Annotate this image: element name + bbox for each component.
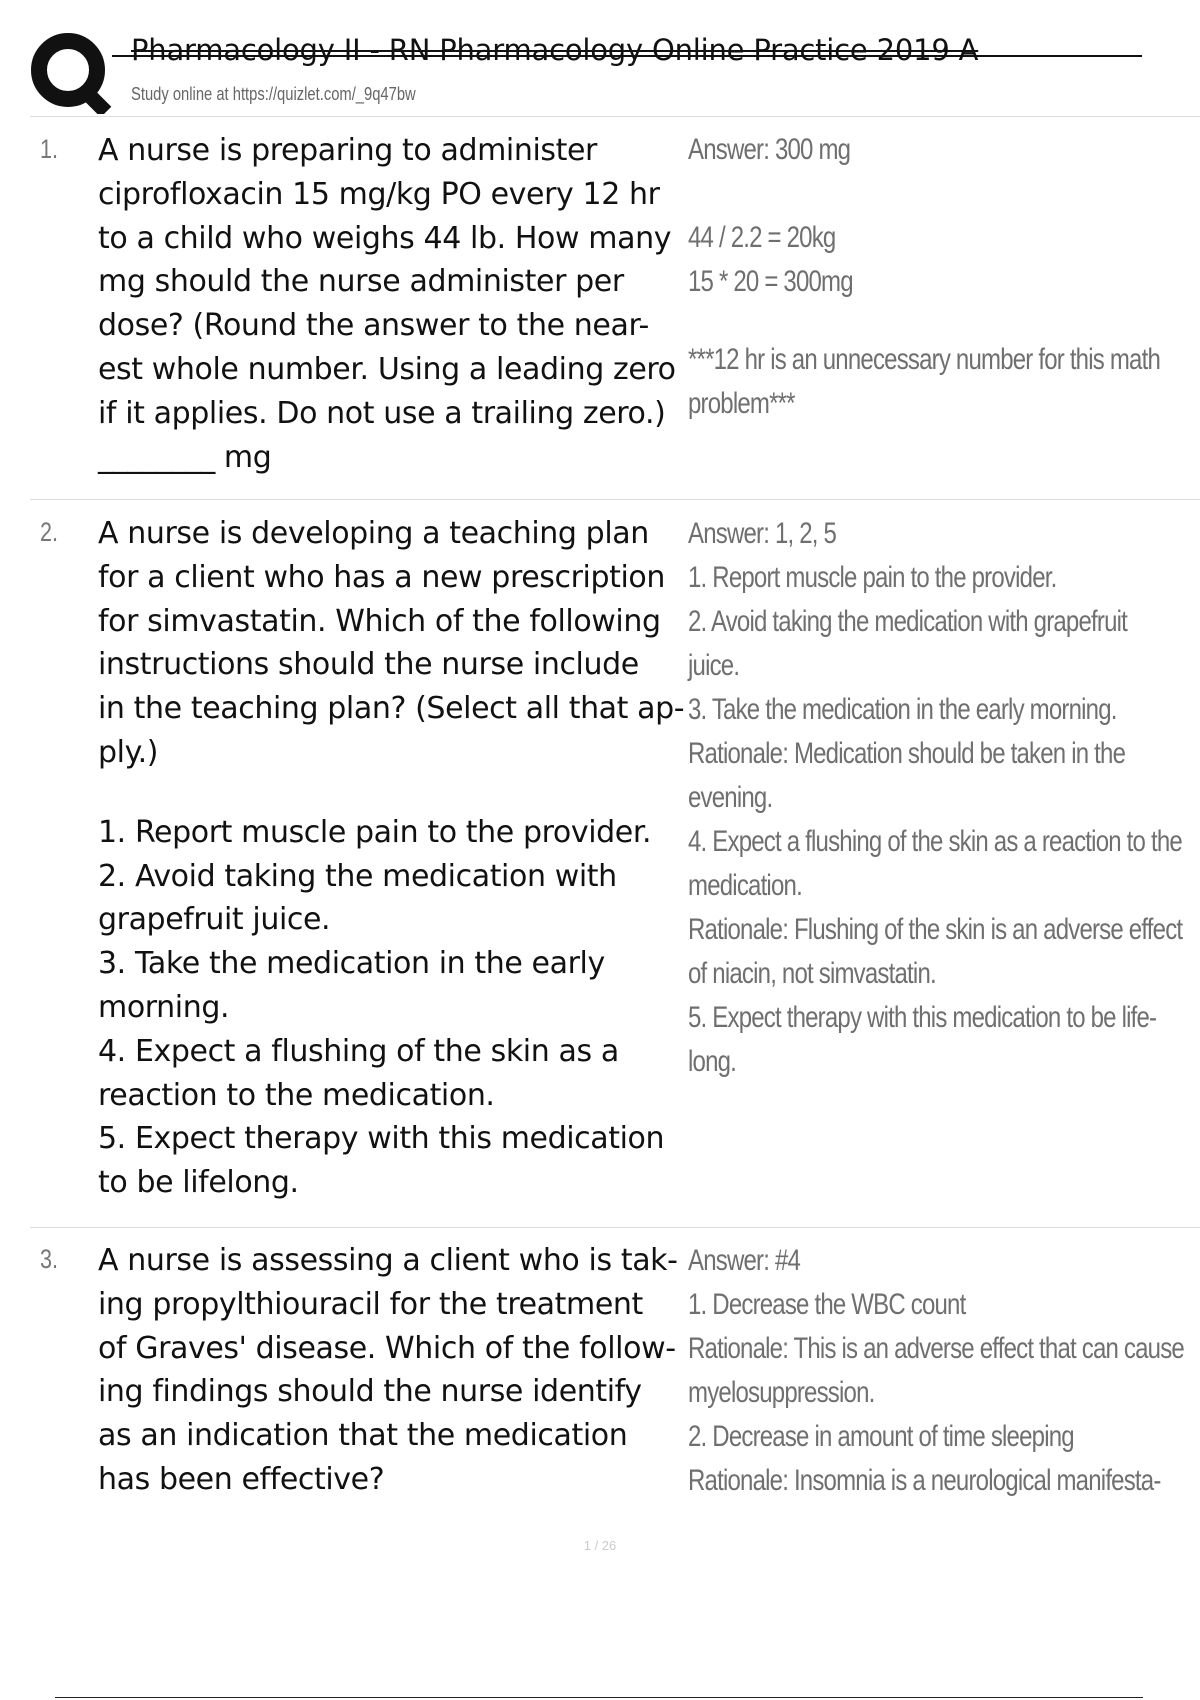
page-number: 1 / 26 [583,1538,617,1553]
answer-line: 3. Take the medication in the early morning. [688,693,1117,726]
question-line: dose? (Round the answer to the near- [98,308,649,344]
question-line: for simvastatin. Which of the following [98,603,661,639]
spacer [98,775,718,811]
answer-line: 5. Expect therapy with this medication to be life- [688,1001,1157,1034]
answer-line: Answer: #4 [688,1244,801,1277]
question-number: 1. [40,134,59,164]
question-text-3 [98,1239,718,1502]
header-divider [30,116,1200,117]
question-line: 3. Take the medication in the early [98,946,605,982]
answer-line: ***12 hr is an unnecessary number for this math [688,343,1160,376]
question-line: grapefruit juice. [98,902,331,938]
answer-line: 44 / 2.2 = 20kg [688,221,836,254]
question-number: 2. [40,517,59,547]
answer-line: of niacin, not simvastatin. [688,957,936,990]
question-line: est whole number. Using a leading zero [98,351,676,387]
question-line: 5. Expect therapy with this medication [98,1121,665,1157]
question-line: reaction to the medication. [98,1077,495,1113]
question-line: A nurse is preparing to administer [98,133,597,168]
answer-line: Answer: 1, 2, 5 [688,517,837,550]
question-line: for a client who has a new prescription [98,559,665,595]
answer-text-1 [688,128,1200,426]
answer-line: 15 * 20 = 300mg [688,265,853,298]
question-line: of Graves' disease. Which of the follow- [98,1330,676,1366]
answer-line: 2. Avoid taking the medication with grapefruit [688,605,1128,638]
answer-line: myelosuppression. [688,1376,875,1409]
question-line: ing findings should the nurse identify [98,1374,642,1410]
question-line: morning. [98,989,230,1025]
question-line: 4. Expect a flushing of the skin as a [98,1033,619,1069]
answer-line: long. [688,1045,737,1078]
question-line: has been effective? [98,1461,385,1497]
question-line: ________ mg [98,439,272,475]
answer-line: problem*** [688,387,795,420]
question-line: A nurse is developing a teaching plan [98,516,649,551]
answer-line: 1. Report muscle pain to the provider. [688,561,1057,594]
answer-line: juice. [688,649,740,682]
question-text-2 [98,512,718,1205]
question-line: as an indication that the medication [98,1418,628,1454]
question-line: to be lifelong. [98,1165,299,1201]
answer-line: Rationale: Flushing of the skin is an adverse effect [688,913,1183,946]
answer-line: 1. Decrease the WBC count [688,1288,966,1321]
answer-line: Rationale: Medication should be taken in the [688,737,1126,770]
question-line: ciprofloxacin 15 mg/kg PO every 12 hr [98,176,660,212]
answer-line: 2. Decrease in amount of time sleeping [688,1420,1074,1453]
question-line: to a child who weighs 44 lb. How many [98,220,672,256]
question-line: in the teaching plan? (Select all that ap- [98,691,685,727]
card-divider [30,499,1200,500]
answer-text-2 [688,512,1200,1084]
answer-line: medication. [688,869,802,902]
question-text-1 [98,129,718,479]
question-line: 1. Report muscle pain to the provider. [98,814,652,850]
page-title: Pharmacology II - RN Pharmacology Online Practice 2019 A [131,33,979,67]
quizlet-logo-icon [30,32,112,114]
question-line: if it applies. Do not use a trailing zero.) [98,395,666,431]
question-line: A nurse is assessing a client who is tak- [98,1243,678,1278]
answer-text-3 [688,1239,1200,1503]
question-line: 2. Avoid taking the medication with [98,858,617,894]
answer-blank-line [688,172,1136,216]
question-line: mg should the nurse administer per [98,264,624,300]
question-number: 3. [40,1244,59,1274]
answer-line: Rationale: This is an adverse effect that can cause [688,1332,1184,1365]
answer-line: evening. [688,781,773,814]
card-divider [30,1227,1200,1228]
answer-line: 4. Expect a flushing of the skin as a reaction to the [688,825,1182,858]
study-online-link[interactable]: Study online at https://quizlet.com/_9q47bw [131,84,416,104]
answer-line: Answer: 300 mg [688,133,851,166]
question-line: ing propylthiouracil for the treatment [98,1286,643,1322]
question-line: instructions should the nurse include [98,647,639,683]
footer-rule [55,1697,1143,1698]
question-line: ply.) [98,734,159,770]
answer-line: Rationale: Insomnia is a neurological manifesta- [688,1464,1161,1497]
